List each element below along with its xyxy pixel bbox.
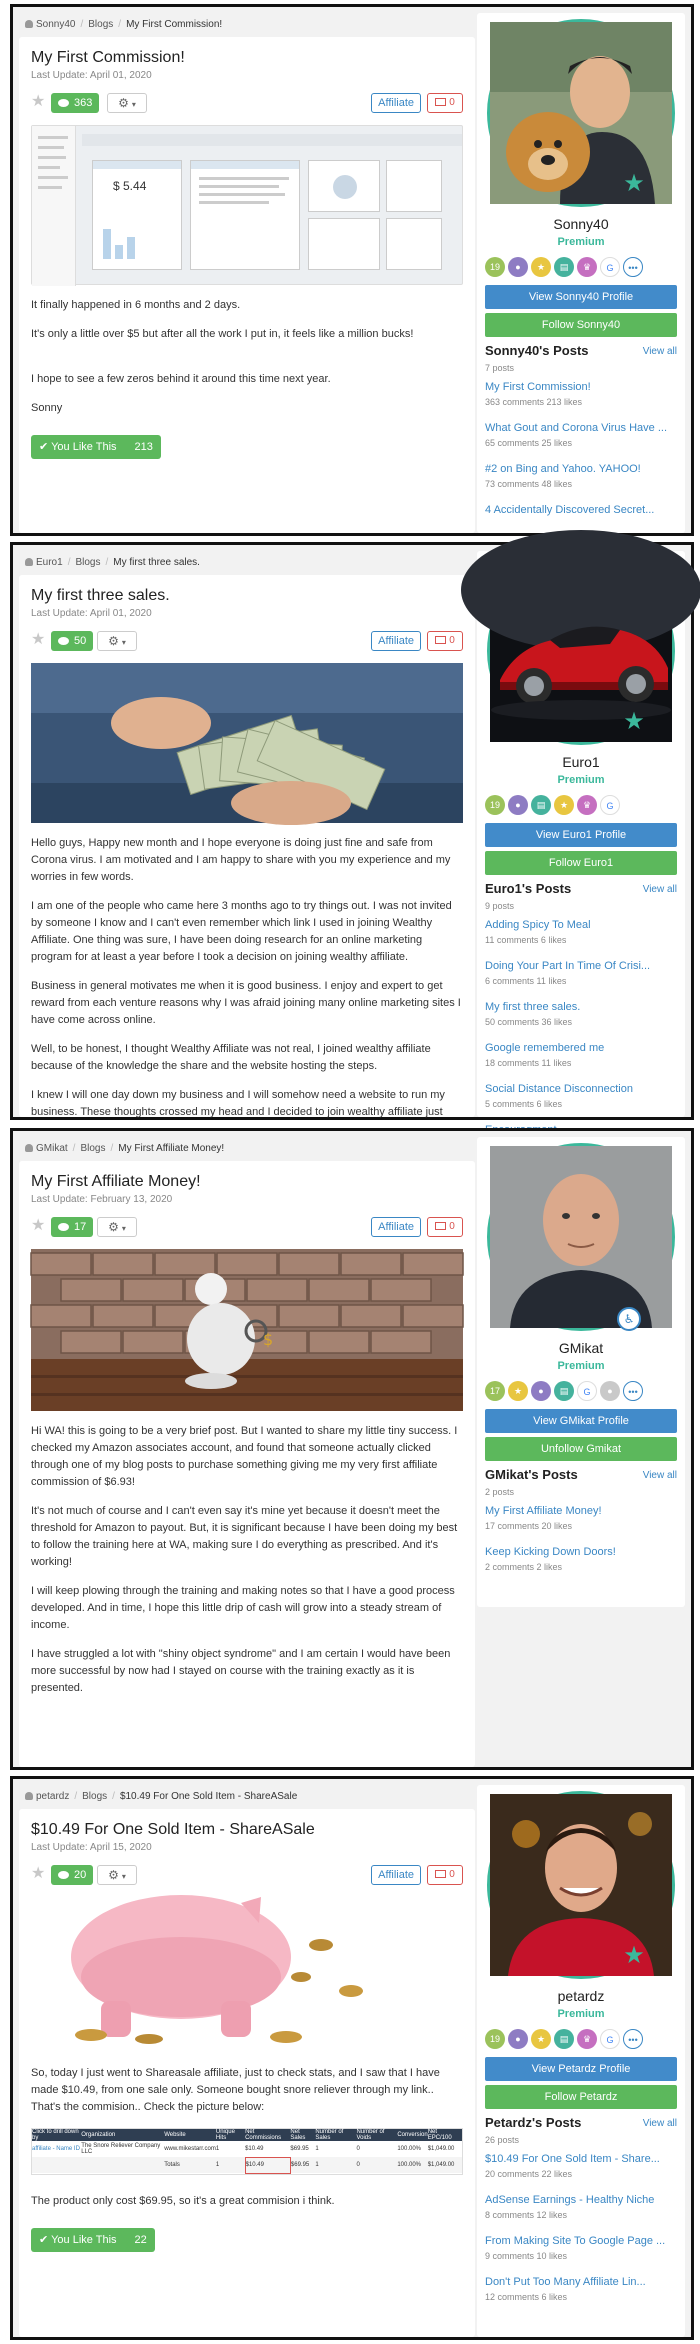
- post-meta: 20 comments 22 likes: [485, 2169, 573, 2179]
- author-posts-title: Euro1's Posts: [485, 881, 572, 896]
- check-icon: ✔: [39, 441, 49, 453]
- author-posts-header: [485, 2115, 677, 2135]
- post-count: 7 posts: [485, 363, 515, 373]
- post-screenshot-image: [31, 125, 463, 285]
- breadcrumb-author[interactable]: GMikat: [36, 1143, 68, 1154]
- table-header: Net Commissions: [245, 2129, 282, 2141]
- post-body: [31, 297, 463, 417]
- site-badge-icon[interactable]: ▤: [554, 257, 574, 277]
- membership-rank: Premium: [557, 2008, 605, 2020]
- table-header: Website: [164, 2132, 186, 2138]
- post-meta: 18 comments 11 likes: [485, 1058, 572, 1068]
- breadcrumb-author[interactable]: Sonny40: [36, 19, 76, 30]
- post-paragraph: I will keep plowing through the training and making notes so that I have a good process developed. And in time, I hope this little drip of cash will grow into a steady stream of income.: [31, 1585, 455, 1631]
- table-cell: $69.95: [290, 2146, 309, 2152]
- post-panel-sonny40: [10, 4, 694, 536]
- breadcrumb-blogs[interactable]: Blogs: [88, 19, 114, 30]
- post-card: [19, 575, 475, 1117]
- table-cell: 100.00%: [397, 2162, 422, 2168]
- table-header: Number of Voids: [356, 2129, 385, 2141]
- follow-button[interactable]: Follow Euro1: [485, 851, 677, 875]
- user-icon: [25, 1792, 33, 1800]
- author-posts-header: [485, 1467, 677, 1487]
- author-sidebar: [477, 1137, 685, 1607]
- breadcrumb-current: My first three sales.: [113, 557, 200, 568]
- post-meta: 73 comments 48 likes: [485, 479, 573, 489]
- post-card: [19, 1809, 475, 2337]
- settings-dropdown[interactable]: [97, 1217, 137, 1237]
- post-main: [19, 13, 475, 533]
- breadcrumb-blogs[interactable]: Blogs: [80, 1143, 106, 1154]
- settings-dropdown[interactable]: [107, 93, 147, 113]
- year-badge-icon[interactable]: 19: [485, 2029, 505, 2049]
- profile-badge-icon[interactable]: ●: [600, 1381, 620, 1401]
- table-cell: 0: [356, 2146, 360, 2152]
- message-button[interactable]: 0: [427, 631, 463, 651]
- post-link[interactable]: Google remembered me: [485, 1042, 605, 1054]
- view-all-link[interactable]: View all: [642, 1470, 677, 1481]
- post-actions: [31, 1215, 463, 1241]
- list-item: [485, 1001, 677, 1042]
- site-badge-icon[interactable]: ▤: [531, 795, 551, 815]
- trophy-badge-icon[interactable]: ♛: [577, 257, 597, 277]
- post-link[interactable]: My first three sales.: [485, 1001, 581, 1013]
- breadcrumb: Sonny40 / Blogs / My First Commission!: [19, 13, 475, 37]
- year-badge-icon[interactable]: 19: [485, 257, 505, 277]
- table-header: Net Sales: [290, 2129, 306, 2141]
- post-count: 9 posts: [485, 901, 515, 911]
- post-paragraph: It's only a little over $5 but after all the work I put in, it feels like a million bucks!: [31, 328, 414, 340]
- google-badge-icon[interactable]: G: [577, 1381, 597, 1401]
- star-badge-icon[interactable]: ★: [508, 1381, 528, 1401]
- google-badge-icon[interactable]: G: [600, 795, 620, 815]
- chevron-down-icon: ▾: [121, 1224, 126, 1233]
- post-meta: 6 comments 11 likes: [485, 976, 567, 986]
- achievement-badges: [485, 795, 623, 819]
- author-sidebar: [477, 13, 685, 533]
- post-paragraph: Hello guys, Happy new month and I hope everyone is doing just fine and safe from Corona virus. I am motivated and I am happy to share with you my experience and my worries in few words.: [31, 837, 451, 883]
- avatar[interactable]: [487, 1143, 675, 1331]
- post-count: 26 posts: [485, 2135, 520, 2145]
- envelope-icon: [435, 98, 446, 106]
- table-cell: [32, 2157, 81, 2173]
- table-cell: [81, 2157, 164, 2173]
- site-badge-icon[interactable]: ▤: [554, 1381, 574, 1401]
- post-link[interactable]: My First Affiliate Money!: [485, 1505, 602, 1517]
- star-icon[interactable]: ★: [31, 631, 46, 648]
- gear-icon: ⚙: [108, 1868, 119, 1882]
- breadcrumb-author[interactable]: Euro1: [36, 557, 63, 568]
- list-item: [485, 919, 677, 960]
- table-cell: 1: [215, 2146, 220, 2152]
- list-item: [485, 960, 677, 1001]
- last-update: Last Update: April 01, 2020: [31, 70, 152, 81]
- message-button[interactable]: 0: [427, 1865, 463, 1885]
- post-actions: [31, 629, 463, 655]
- star-icon[interactable]: ★: [31, 1217, 46, 1234]
- author-posts-header: [485, 343, 677, 363]
- user-icon: [25, 20, 33, 28]
- post-link[interactable]: Don't Put Too Many Affiliate Lin...: [485, 2276, 646, 2288]
- post-actions: [31, 91, 463, 117]
- year-badge-icon[interactable]: 19: [485, 795, 505, 815]
- list-item: [485, 463, 677, 504]
- membership-rank: Premium: [557, 1360, 605, 1372]
- year-badge-icon[interactable]: 17: [485, 1381, 505, 1401]
- post-main: [19, 551, 475, 1117]
- gear-icon: ⚙: [108, 1220, 119, 1234]
- post-paragraph: I have struggled a lot with "shiny object syndrome" and I am certain I would have been more successful by now had I stayed on course with the training exactly as it is presented.: [31, 1648, 451, 1694]
- post-meta: 17 comments 20 likes: [485, 1521, 573, 1531]
- table-cell-highlight: $10.49: [245, 2157, 290, 2173]
- author-posts-title: Petardz's Posts: [485, 2115, 582, 2130]
- star-badge-icon[interactable]: ★: [531, 257, 551, 277]
- post-meta: 9 comments 10 likes: [485, 2251, 568, 2261]
- table-cell: affiliate - Name ID: [32, 2146, 80, 2152]
- post-meta: 8 comments 12 likes: [485, 2210, 568, 2220]
- author-name[interactable]: GMikat: [558, 1340, 604, 1356]
- post-meta: 65 comments 25 likes: [485, 438, 573, 448]
- list-item: [485, 2235, 677, 2276]
- list-item: [485, 1546, 677, 1587]
- table-cell: 1: [215, 2162, 220, 2168]
- post-money-image: [31, 663, 463, 823]
- site-badge-icon[interactable]: ▤: [554, 2029, 574, 2049]
- table-cell: $1,049.00: [427, 2146, 455, 2152]
- more-badges-icon[interactable]: •••: [623, 257, 643, 277]
- list-item: [485, 1042, 677, 1083]
- view-all-link[interactable]: View all: [642, 2118, 677, 2129]
- user-badge-icon[interactable]: ●: [508, 2029, 528, 2049]
- comments-button[interactable]: 363: [51, 93, 99, 113]
- list-item: [485, 1083, 677, 1124]
- trophy-badge-icon[interactable]: ♛: [577, 795, 597, 815]
- author-name[interactable]: Euro1: [562, 754, 600, 770]
- table-cell: The Snore Reliever Company LLC: [81, 2143, 161, 2155]
- post-title: My first three sales.: [31, 587, 170, 604]
- post-paragraph: I knew I will one day down my business and I will somehow need a website to run my business. These thoughts crossed my head and I decided to join wealthy affiliate just: [31, 1089, 445, 1118]
- post-paragraph: So, today I just went to Shareasale affiliate, just to check stats, and I saw that I have made $10.49, from one sale only. Someone bought snore reliever through my link.. That's the commision.. Check the picture below:: [31, 2067, 440, 2113]
- author-posts-header: [485, 881, 677, 901]
- post-card: [19, 37, 475, 533]
- premium-star-icon: ★: [623, 1942, 645, 1969]
- author-post-list: [485, 381, 677, 545]
- star-badge-icon[interactable]: ★: [531, 2029, 551, 2049]
- unfollow-button[interactable]: Unfollow Gmikat: [485, 1437, 677, 1461]
- post-link[interactable]: Doing Your Part In Time Of Crisi...: [485, 960, 651, 972]
- settings-dropdown[interactable]: [97, 1865, 137, 1885]
- post-panel-euro1: [10, 542, 694, 1120]
- post-body: [31, 1423, 463, 1697]
- post-paragraph: I am one of the people who came here 3 months ago to try things out. I was not invited by someone I know and I can't even remember which link I used in joining Wealthy Affiliate. One thing was sure, I have been doing research for an online marketing program for at least a year before I took a decision on joining wealthy affiliate.: [31, 900, 452, 963]
- table-cell: 0: [356, 2162, 360, 2168]
- table-header: Conversion: [397, 2132, 428, 2138]
- post-meta: 11 comments 6 likes: [485, 935, 567, 945]
- message-button[interactable]: 0: [427, 1217, 463, 1237]
- post-link[interactable]: Keep Kicking Down Doors!: [485, 1546, 616, 1558]
- user-icon: [25, 558, 33, 566]
- comment-icon: [58, 637, 69, 645]
- author-name[interactable]: petardz: [557, 1988, 605, 2004]
- more-badges-icon[interactable]: •••: [623, 1381, 643, 1401]
- list-item: [485, 2194, 677, 2235]
- author-post-list: [485, 2153, 677, 2317]
- last-update: Last Update: February 13, 2020: [31, 1194, 173, 1205]
- post-link[interactable]: 4 Accidentally Discovered Secret...: [485, 504, 655, 516]
- table-cell: $10.49: [245, 2145, 264, 2152]
- comment-icon: [58, 1871, 69, 1879]
- post-main: [19, 1137, 475, 1767]
- follow-button[interactable]: Follow Petardz: [485, 2085, 677, 2109]
- comments-button[interactable]: 17: [51, 1217, 93, 1237]
- star-badge-icon[interactable]: ★: [554, 795, 574, 815]
- post-card: [19, 1161, 475, 1767]
- chevron-down-icon: ▾: [131, 100, 136, 109]
- accessibility-icon: ♿: [617, 1307, 641, 1331]
- author-name[interactable]: Sonny40: [553, 216, 609, 232]
- post-body: [31, 2193, 463, 2210]
- post-link[interactable]: #2 on Bing and Yahoo. YAHOO!: [485, 463, 641, 475]
- breadcrumb-current: My First Commission!: [126, 19, 223, 30]
- settings-dropdown[interactable]: [97, 631, 137, 651]
- shareasale-stats-table: [31, 2128, 463, 2175]
- star-icon[interactable]: ★: [31, 93, 46, 110]
- chevron-down-icon: ▾: [121, 638, 126, 647]
- like-button[interactable]: ✔ You Like This 22: [31, 2228, 155, 2252]
- follow-button[interactable]: Follow Sonny40: [485, 313, 677, 337]
- table-header: Click to drill down by: [32, 2129, 79, 2141]
- post-meta: 12 comments 6 likes: [485, 2292, 568, 2302]
- gear-icon: ⚙: [118, 96, 129, 110]
- affiliate-button[interactable]: Affiliate: [371, 631, 421, 651]
- post-link[interactable]: From Making Site To Google Page ...: [485, 2235, 666, 2247]
- author-post-list: [485, 1505, 677, 1587]
- view-all-link[interactable]: View all: [642, 884, 677, 895]
- google-badge-icon[interactable]: G: [600, 257, 620, 277]
- table-header: Number of Sales: [315, 2129, 344, 2141]
- premium-star-icon: ★: [623, 708, 645, 735]
- user-icon: [25, 1144, 33, 1152]
- post-link[interactable]: My First Commission!: [485, 381, 591, 393]
- post-title: My First Affiliate Money!: [31, 1173, 201, 1190]
- post-piggy-bank-image: [31, 1897, 463, 2053]
- gear-icon: ⚙: [108, 634, 119, 648]
- envelope-icon: [435, 1222, 446, 1230]
- breadcrumb: Euro1 / Blogs / My first three sales.: [19, 551, 475, 575]
- chevron-down-icon: ▾: [121, 1872, 126, 1881]
- post-paragraph: I hope to see a few zeros behind it around this time next year.: [31, 373, 331, 385]
- table-cell: $69.95: [290, 2162, 310, 2168]
- post-main: [19, 1785, 475, 2337]
- post-title: My First Commission!: [31, 49, 185, 66]
- list-item: [485, 422, 677, 463]
- post-paragraph: Business in general motivates me when it is good business. I enjoy and expert to get reward from each venture reasons why I was afraid joining many online marketing sites I have come across online.: [31, 980, 461, 1026]
- affiliate-button[interactable]: Affiliate: [371, 1217, 421, 1237]
- table-header: Organization: [81, 2132, 116, 2138]
- post-meta: 50 comments 36 likes: [485, 1017, 573, 1027]
- achievement-badges: [485, 257, 646, 281]
- membership-rank: Premium: [557, 774, 605, 786]
- membership-rank: Premium: [557, 236, 605, 248]
- author-sidebar: [477, 1785, 685, 2337]
- post-meta: 5 comments 6 likes: [485, 1099, 563, 1109]
- post-link[interactable]: Social Distance Disconnection: [485, 1083, 633, 1095]
- check-icon: ✔: [39, 2233, 49, 2246]
- more-badges-icon[interactable]: •••: [623, 2029, 643, 2049]
- message-button[interactable]: 0: [427, 93, 463, 113]
- trophy-badge-icon[interactable]: ♛: [577, 2029, 597, 2049]
- post-link[interactable]: Adding Spicy To Meal: [485, 919, 591, 931]
- view-profile-button[interactable]: View Sonny40 Profile: [485, 285, 677, 309]
- list-item: [485, 381, 677, 422]
- commission-amount: $ 5.44: [113, 179, 147, 193]
- like-button[interactable]: ✔ You Like This 213: [31, 435, 161, 459]
- breadcrumb-blogs[interactable]: Blogs: [82, 1791, 108, 1802]
- last-update: Last Update: April 15, 2020: [31, 1842, 152, 1853]
- achievement-badges: [485, 2029, 646, 2053]
- table-cell: www.mikestarr.com: [164, 2146, 216, 2152]
- svg-text:$: $: [263, 1330, 274, 1349]
- user-badge-icon[interactable]: ●: [508, 795, 528, 815]
- last-update: Last Update: April 01, 2020: [31, 608, 152, 619]
- author-posts-title: GMikat's Posts: [485, 1467, 578, 1482]
- breadcrumb-blogs[interactable]: Blogs: [75, 557, 101, 568]
- like-count: 213: [134, 441, 153, 453]
- view-profile-button[interactable]: View GMikat Profile: [485, 1409, 677, 1433]
- list-item: [485, 2153, 677, 2194]
- table-cell: 100.00%: [397, 2146, 422, 2152]
- breadcrumb: petardz / Blogs / $10.49 For One Sold Item - ShareASale: [19, 1785, 475, 1809]
- breadcrumb-current: My First Affiliate Money!: [118, 1143, 225, 1154]
- post-body: [31, 2065, 463, 2116]
- list-item: [485, 1505, 677, 1546]
- star-icon[interactable]: ★: [31, 1865, 46, 1882]
- table-cell: 1: [315, 2162, 319, 2168]
- comment-icon: [58, 99, 69, 107]
- post-link[interactable]: AdSense Earnings - Healthy Niche: [485, 2194, 655, 2206]
- user-badge-icon[interactable]: ●: [531, 1381, 551, 1401]
- post-meta: 363 comments 213 likes: [485, 397, 583, 407]
- breadcrumb-current: $10.49 For One Sold Item - ShareASale: [119, 1791, 298, 1802]
- table-cell: Totals: [164, 2162, 180, 2168]
- achievement-badges: [485, 1381, 646, 1405]
- post-actions: [31, 1863, 463, 1889]
- author-sidebar: [477, 551, 685, 1117]
- post-panel-gmikat: [10, 1128, 694, 1770]
- table-header: Unique Hits: [215, 2129, 235, 2141]
- premium-star-icon: ★: [623, 170, 645, 197]
- table-cell: 1: [315, 2146, 319, 2152]
- view-profile-button[interactable]: View Petardz Profile: [485, 2057, 677, 2081]
- post-body: [31, 835, 463, 1121]
- table-header: Net EPC/100: [427, 2129, 452, 2141]
- comments-button[interactable]: 20: [51, 1865, 93, 1885]
- post-link[interactable]: $10.49 For One Sold Item - Share...: [485, 2153, 660, 2165]
- post-paragraph: Well, to be honest, I thought Wealthy Affiliate was not real, I joined wealthy affiliate because of the knowledge the share and the website hosting the steps.: [31, 1043, 431, 1072]
- list-item: [485, 2276, 677, 2317]
- comment-icon: [58, 1223, 69, 1231]
- post-paragraph: It's not much of course and I can't even say it's mine yet because it doesn't meet the threshold for Amazon to payout. But, it is significant because I have been doing my best to follow the training here at WA, making sure I do everything as prescribed. And it's working!: [31, 1505, 458, 1568]
- post-paragraph: Sonny: [31, 402, 63, 414]
- post-paragraph: Hi WA! this is going to be a very brief post. But I wanted to share my little tiny success. I checked my Amazon associates account, and found that someone actually clicked through one of my blog posts to purchase something giving me my very first affiliate commission of $6.93!: [31, 1425, 458, 1488]
- view-all-link[interactable]: View all: [642, 346, 677, 357]
- affiliate-button[interactable]: Affiliate: [371, 93, 421, 113]
- breadcrumb: GMikat / Blogs / My First Affiliate Money!: [19, 1137, 475, 1161]
- envelope-icon: [435, 636, 446, 644]
- post-panel-petardz: [10, 1776, 694, 2340]
- post-title: $10.49 For One Sold Item - ShareASale: [31, 1821, 315, 1838]
- comments-button[interactable]: 50: [51, 631, 93, 651]
- author-posts-title: Sonny40's Posts: [485, 343, 589, 358]
- post-paragraph: It finally happened in 6 months and 2 days.: [31, 299, 241, 311]
- post-paragraph: The product only cost $69.95, so it's a great commision i think.: [31, 2194, 335, 2207]
- view-profile-button[interactable]: View Euro1 Profile: [485, 823, 677, 847]
- affiliate-button[interactable]: Affiliate: [371, 1865, 421, 1885]
- table-cell: $1,049.00: [427, 2162, 455, 2168]
- google-badge-icon[interactable]: G: [600, 2029, 620, 2049]
- post-link[interactable]: What Gout and Corona Virus Have ...: [485, 422, 667, 434]
- like-count: 22: [134, 2233, 147, 2246]
- post-figure-image: [31, 1249, 463, 1411]
- post-count: 2 posts: [485, 1487, 515, 1497]
- envelope-icon: [435, 1870, 446, 1878]
- breadcrumb-author[interactable]: petardz: [36, 1791, 70, 1802]
- post-meta: 2 comments 2 likes: [485, 1562, 563, 1572]
- user-badge-icon[interactable]: ●: [508, 257, 528, 277]
